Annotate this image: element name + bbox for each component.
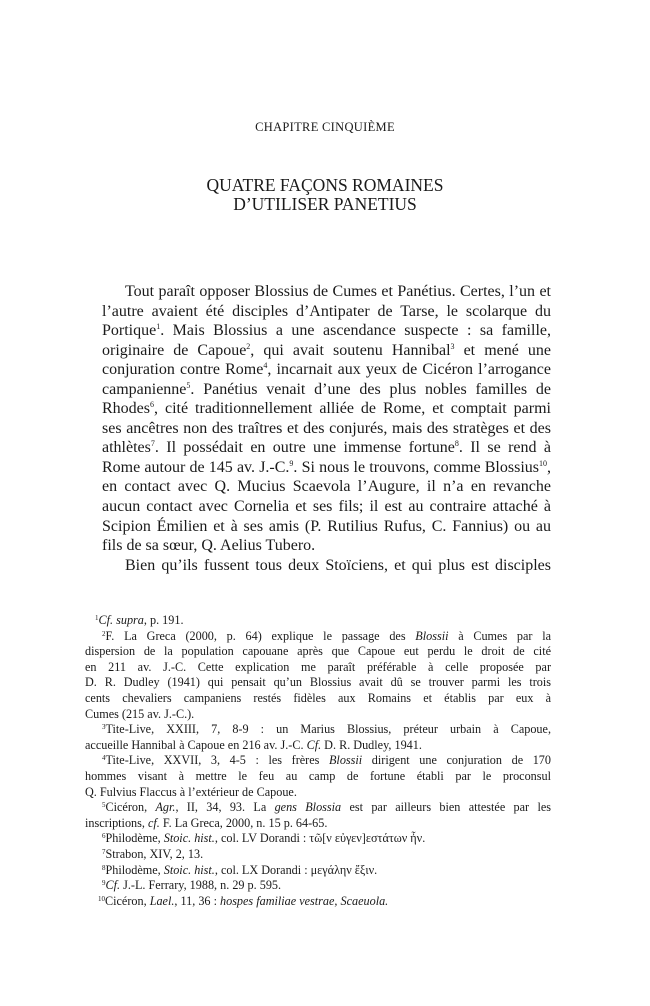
text-line: aucun contact avec Cornelia et ses fils; il est au contraire attaché à bbox=[102, 498, 551, 516]
footnote-ref[interactable]: 2 bbox=[246, 341, 251, 351]
text-line: conjuration contre Rome$^4$, incarnait aux yeux de Cicéron l’arrogance bbox=[102, 361, 551, 379]
footnote-8: $^8$Philodème, Stoic. hist., col. LX Dorandi : μεγάλην ἔξιν. bbox=[102, 862, 378, 877]
footnote-6: $^6$Philodème, Stoic. hist., col. LV Dorandi : τῶ[ν εὐγεν]εστάτων ἦν. bbox=[102, 831, 426, 846]
footnote-3: $^3$Tite-Live, XXIII, 7, 8-9 : un Marius Blossius, préteur urbain à Capoue, bbox=[102, 722, 551, 737]
footnote-ref[interactable]: 4 bbox=[263, 361, 268, 371]
text-line: athlètes$^7$. Il possédait en outre une immense fortune$^8$. Il se rend à bbox=[102, 439, 551, 457]
footnote-ref[interactable]: 3 bbox=[450, 341, 455, 351]
text-line: Scipion Émilien et à ses amis (P. Rutilius Rufus, C. Fannius) ou au bbox=[102, 517, 551, 535]
footnote-1: $^1$Cf. supra, p. 191. bbox=[95, 613, 184, 627]
text-line: ses ancêtres non des traîtres et des conjurés, mais des stratèges et des bbox=[102, 419, 551, 437]
footnote-9: $^9$Cf. J.-L. Ferrary, 1988, n. 29 p. 595. bbox=[102, 878, 282, 893]
footnote-3-line: accueille Hannibal à Capoue en 216 av. J.-C. Cf. D. R. Dudley, 1941. bbox=[85, 737, 422, 752]
text-line: Rhodes$^6$, cité traditionnellement alliée de Rome, et comptait parmi bbox=[102, 400, 551, 418]
footnote-ref[interactable]: 10 bbox=[539, 458, 547, 468]
footnote-4-line: Q. Fulvius Flaccus à l’extérieur de Capoue. bbox=[85, 784, 297, 799]
text-line: originaire de Capoue$^2$, qui avait soutenu Hannibal$^3$ et mené une bbox=[102, 341, 551, 359]
text-line: Bien qu’ils fussent tous deux Stoïciens, et qui plus est disciples bbox=[125, 556, 551, 574]
footnote-5: $^5$Cicéron, Agr., II, 34, 93. La gens Blossia est par ailleurs bien attestée par les bbox=[102, 800, 551, 815]
footnote-4: $^4$Tite-Live, XXVII, 3, 4-5 : les frères Blossii dirigent une conjuration de 170 bbox=[102, 753, 551, 768]
main-text bbox=[102, 282, 551, 575]
chapter-title bbox=[0, 176, 650, 214]
footnote-5-line: inscriptions, cf. F. La Greca, 2000, n. 15 p. 64-65. bbox=[85, 815, 328, 830]
footnote-ref[interactable]: 1 bbox=[156, 322, 161, 332]
text-line: Rome autour de 145 av. J.-C.$^9$. Si nous le trouvons, comme Blossius$^{10}$, bbox=[102, 458, 551, 476]
footnote-ref[interactable]: 8 bbox=[454, 439, 459, 449]
footnote-2-line: D. R. Dudley (1941) qui pensait qu’un Blossius avait dû se trouver parmi les trois bbox=[85, 675, 551, 690]
footnote-4-line: hommes visant à mettre le feu au camp de fortune établi par le proconsul bbox=[85, 768, 551, 783]
footnote-ref[interactable]: 9 bbox=[289, 458, 294, 468]
text-line: en contact avec Q. Mucius Scaevola l’Augure, il n’a en revanche bbox=[102, 478, 551, 496]
footnote-7: $^7$Strabon, XIV, 2, 13. bbox=[102, 846, 204, 861]
text-line: fils de sa sœur, Q. Aelius Tubero. bbox=[102, 537, 316, 555]
footnote-10: $^{10}$Cicéron, Lael., 11, 36 : hospes familiae vestrae, Scaeuola. bbox=[98, 893, 389, 908]
footnotes bbox=[85, 613, 551, 909]
chapter-label: CHAPITRE CINQUIÈME bbox=[255, 120, 395, 134]
footnote-2-line: dispersion de la population capouane après que Capoue eut perdu le droit de cité bbox=[85, 644, 551, 659]
title-line-1: QUATRE FAÇONS ROMAINES bbox=[206, 175, 444, 195]
footnote-2-line: Cumes (215 av. J.-C.). bbox=[85, 706, 195, 721]
text-line: l’autre avaient été disciples d’Antipater de Tarse, le scolarque du bbox=[102, 302, 551, 320]
text-line: Tout paraît opposer Blossius de Cumes et Panétius. Certes, l’un et bbox=[125, 283, 551, 300]
text-line: Portique$^1$. Mais Blossius a une ascendance suspecte : sa famille, bbox=[102, 322, 551, 340]
footnote-ref[interactable]: 7 bbox=[150, 439, 155, 449]
footnote-ref[interactable]: 5 bbox=[186, 380, 191, 390]
title-line-2: D’UTILISER PANETIUS bbox=[233, 194, 417, 214]
footnote-ref[interactable]: 6 bbox=[150, 400, 154, 410]
footnote-2-line: cents chevaliers campaniens restés fidèles aux Romains et établis par eux à bbox=[85, 690, 551, 705]
text-line: campanienne$^5$. Panétius venait d’une des plus nobles familles de bbox=[102, 380, 551, 398]
footnote-2-line: en 211 av. J.-C. Cette explication me paraît préférable à celle proposée par bbox=[85, 659, 551, 674]
footnote-2: $^2$F. La Greca (2000, p. 64) explique le passage des Blossii à Cumes par la bbox=[102, 628, 551, 643]
